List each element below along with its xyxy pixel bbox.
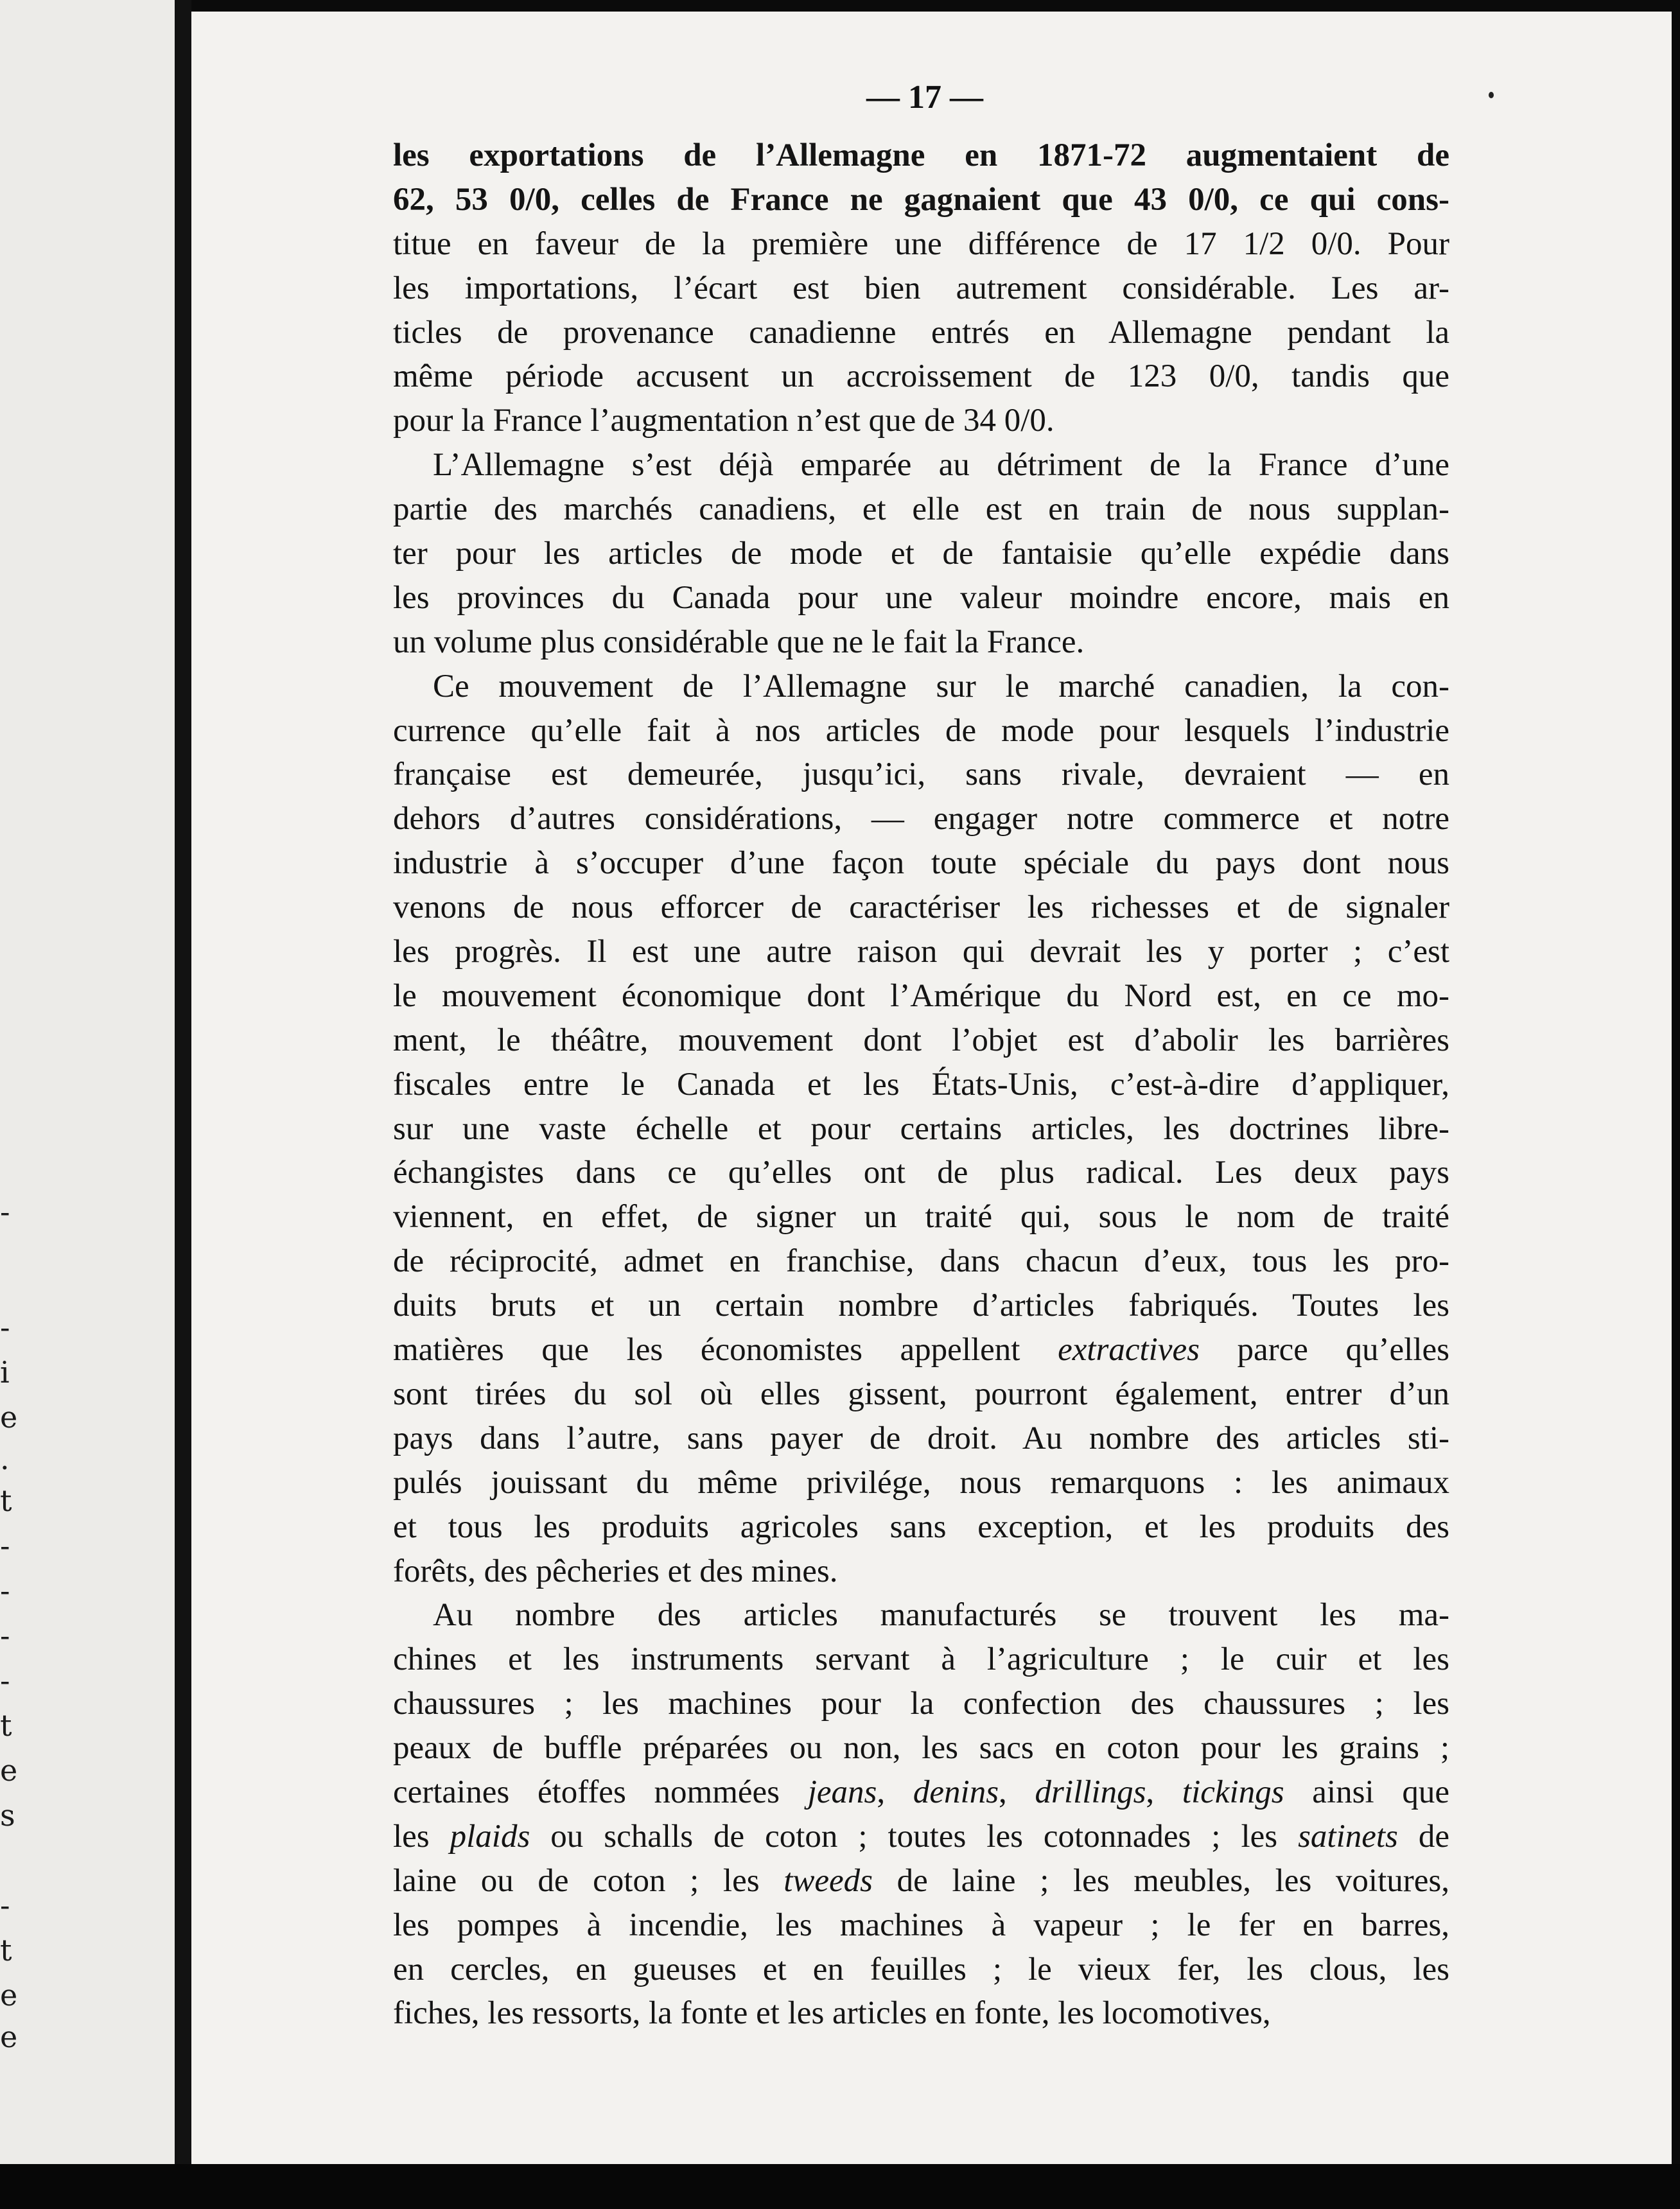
facing-page-fragment: - <box>0 1618 10 1653</box>
text-line: les progrès. Il est une autre raison qui devrait les y porter ; c’est <box>393 934 1449 970</box>
facing-page-fragment: e <box>0 2020 18 2054</box>
text-line: chines et les instruments servant à l’agriculture ; le cuir et les <box>393 1641 1449 1678</box>
text-line: les plaids ou schalls de coton ; toutes les cotonnades ; les satinets de <box>393 1818 1449 1855</box>
text-line: un volume plus considérable que ne le fait la France. <box>393 624 1085 660</box>
text-line: chaussures ; les machines pour la confection des chaussures ; les <box>393 1686 1449 1722</box>
book-gutter <box>175 0 191 2164</box>
text-line: fiscales entre le Canada et les États-Unis, c’est-à-dire d’appliquer, <box>393 1066 1449 1103</box>
text-line: sont tirées du sol où elles gissent, pourront également, entrer d’un <box>393 1375 1449 1412</box>
text-line: les provinces du Canada pour une valeur moindre encore, mais en <box>393 579 1449 616</box>
text-line: les exportations de l’Allemagne en 1871-72 augmentaient de <box>393 137 1449 173</box>
text-line: Au nombre des articles manufacturés se trouvent les ma- <box>433 1597 1449 1634</box>
text-line: fiches, les ressorts, la fonte et les articles en fonte, les locomotives, <box>393 1995 1271 2032</box>
text-line: en cercles, en gueuses et en feuilles ; le vieux fer, les clous, les <box>393 1951 1449 1987</box>
scan-speck <box>1489 92 1494 98</box>
text-line: ment, le théâtre, mouvement dont l’objet est d’abolir les barrières <box>393 1022 1449 1058</box>
facing-page-fragment: - <box>0 1310 10 1345</box>
facing-page-fragment: t <box>0 1708 12 1743</box>
text-line: currence qu’elle fait à nos articles de mode pour lesquels l’industrie <box>393 712 1449 749</box>
text-line: et tous les produits agricoles sans exception, et les produits des <box>393 1508 1449 1545</box>
left-page-edge <box>0 0 180 2164</box>
text-line: peaux de buffle préparées ou non, les sacs en coton pour les grains ; <box>393 1730 1449 1767</box>
text-line: duits bruts et un certain nombre d’articles fabriqués. Toutes les <box>393 1288 1449 1324</box>
facing-page-fragment: s <box>0 1798 15 1833</box>
italic-term: jeans <box>807 1774 877 1810</box>
facing-page-fragment: e <box>0 1753 18 1788</box>
facing-page-fragment: - <box>0 1663 10 1698</box>
facing-page-fragment: e <box>0 1400 18 1435</box>
text-line: le mouvement économique dont l’Amérique du Nord est, en ce mo- <box>393 977 1449 1014</box>
paragraph <box>393 665 1449 1594</box>
text-line: ter pour les articles de mode et de fantaisie qu’elle expédie dans <box>393 536 1449 572</box>
italic-term: tickings <box>1182 1774 1284 1810</box>
italic-term: denins <box>913 1774 999 1810</box>
text-line: venons de nous efforcer de caractériser les richesses et de signaler <box>393 889 1449 926</box>
facing-page-fragment: - <box>0 1573 10 1608</box>
text-line: titue en faveur de la première une différence de 17 1/2 0/0. Pour <box>393 225 1449 262</box>
italic-term: tweeds <box>783 1862 873 1899</box>
body-text <box>393 134 1449 2036</box>
italic-term: drillings <box>1035 1774 1146 1810</box>
text-line: laine ou de coton ; les tweeds de laine ; les meubles, les voitures, <box>393 1862 1449 1899</box>
facing-page-fragment: - <box>0 1888 10 1923</box>
facing-page-fragment: e <box>0 1978 18 2013</box>
text-line: les pompes à incendie, les machines à vapeur ; le fer en barres, <box>393 1907 1449 1943</box>
text-line: industrie à s’occuper d’une façon toute spéciale du pays dont nous <box>393 845 1449 882</box>
page-number: — 17 — <box>866 79 983 116</box>
text-line: dehors d’autres considérations, — engager notre commerce et notre <box>393 801 1449 837</box>
text-line: ticles de provenance canadienne entrés en Allemagne pendant la <box>393 314 1449 351</box>
italic-term: extractives <box>1058 1332 1200 1368</box>
facing-page-fragment: - <box>0 1194 10 1229</box>
facing-page-fragment: i <box>0 1355 10 1390</box>
text-line: forêts, des pêcheries et des mines. <box>393 1553 838 1589</box>
paragraph <box>393 1593 1449 2036</box>
text-line: 62, 53 0/0, celles de France ne gagnaient que 43 0/0, ce qui cons- <box>393 181 1449 218</box>
text-line: viennent, en effet, de signer un traité qui, sous le nom de traité <box>393 1199 1449 1235</box>
text-line: échangistes dans ce qu’elles ont de plus radical. Les deux pays <box>393 1155 1449 1191</box>
italic-term: satinets <box>1298 1818 1398 1855</box>
facing-page-fragment: - <box>0 1528 10 1563</box>
text-line: pour la France l’augmentation n’est que de 34 0/0. <box>393 403 1054 439</box>
text-line: de réciprocité, admet en franchise, dans chacun d’eux, tous les pro- <box>393 1243 1449 1280</box>
text-line: certaines étoffes nommées jeans, denins, drillings, tickings ainsi que <box>393 1774 1449 1810</box>
text-line: sur une vaste échelle et pour certains articles, les doctrines libre- <box>393 1110 1449 1147</box>
paragraph <box>393 443 1449 664</box>
text-line: les importations, l’écart est bien autrement considérable. Les ar- <box>393 270 1449 306</box>
text-line: même période accusent un accroissement de 123 0/0, tandis que <box>393 358 1449 395</box>
text-line: française est demeurée, jusqu’ici, sans rivale, devraient — en <box>393 756 1449 793</box>
italic-term: plaids <box>450 1818 530 1855</box>
text-line: L’Allemagne s’est déjà emparée au détriment de la France d’une <box>433 447 1449 484</box>
facing-page-fragment: t <box>0 1483 12 1518</box>
text-line: pulés jouissant du même privilége, nous remarquons : les animaux <box>393 1464 1449 1501</box>
scan-border <box>0 2164 1680 2209</box>
facing-page-fragment: . <box>0 1442 10 1476</box>
text-line: partie des marchés canadiens, et elle est en train de nous supplan- <box>393 491 1449 528</box>
facing-page-fragment: t <box>0 1933 12 1968</box>
text-line: Ce mouvement de l’Allemagne sur le marché canadien, la con- <box>433 668 1449 704</box>
text-line: pays dans l’autre, sans payer de droit. Au nombre des articles sti- <box>393 1420 1449 1456</box>
text-line: matières que les économistes appellent extractives parce qu’elles <box>393 1332 1449 1368</box>
paragraph <box>393 134 1449 443</box>
